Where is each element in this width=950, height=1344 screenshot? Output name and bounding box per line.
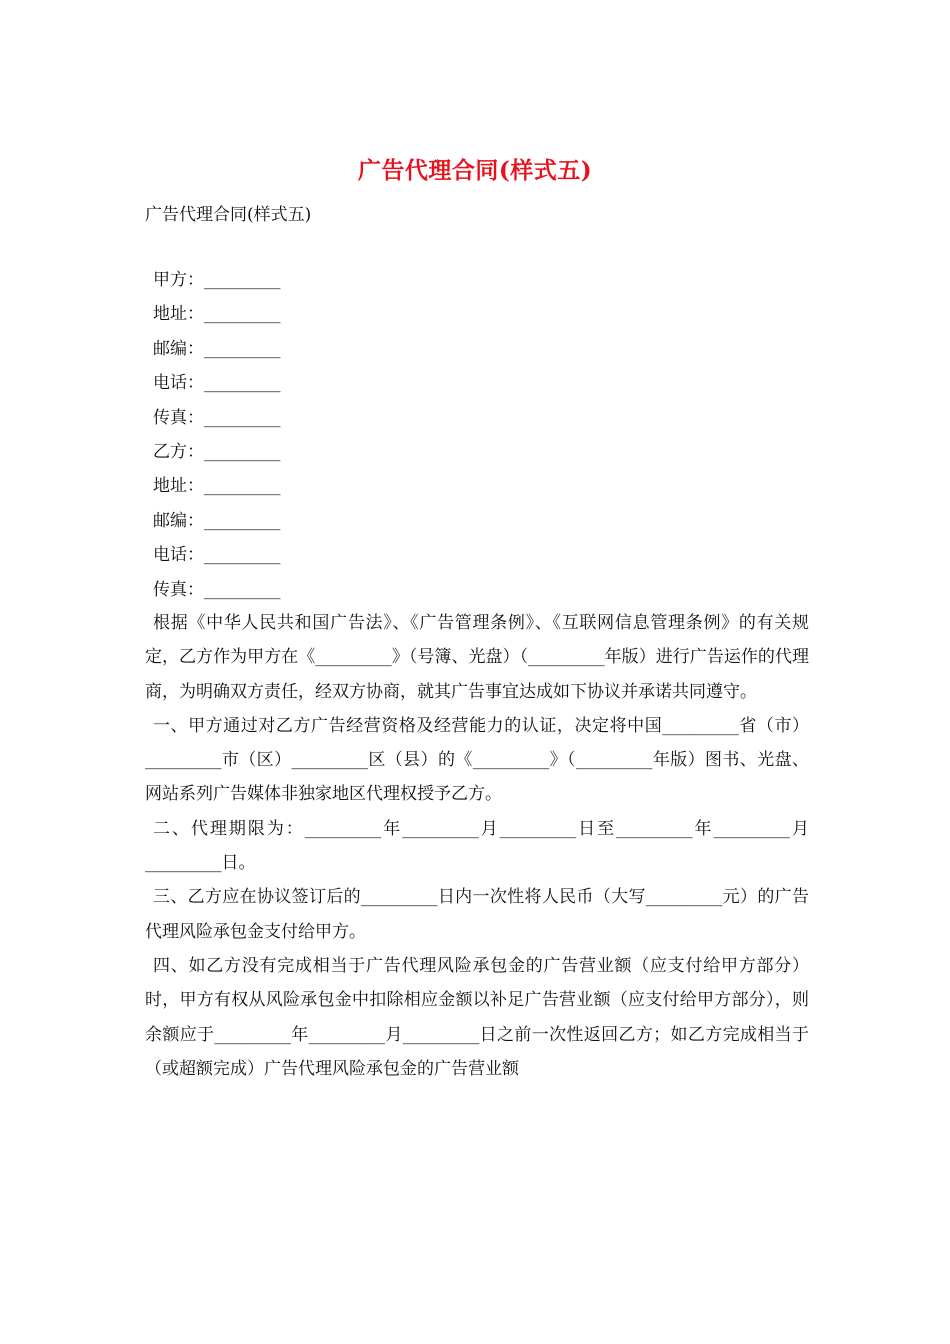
party-a-fax-field: 传真：_________ — [153, 407, 281, 428]
party-b-postcode-field: 邮编：_________ — [153, 510, 281, 531]
clause-2-paragraph: 二、代理期限为：_________年_________月_________日至_________年_________月_________日。 — [145, 818, 809, 874]
clause-3-paragraph: 三、乙方应在协议签订后的_________日内一次性将人民币（大写_________元）的广告代理风险承包金支付给甲方。 — [145, 887, 809, 942]
party-a-name-field: 甲方：_________ — [153, 270, 281, 290]
party-info-fields — [153, 266, 281, 610]
party-b-name-field: 乙方：_________ — [153, 441, 281, 462]
clause-4-paragraph: 四、如乙方没有完成相当于广告代理风险承包金的广告营业额（应支付给甲方部分）时，甲方有权从风险承包金中扣除相应金额以补足广告营业额（应支付给甲方部分），则余额应于_________年_________月_________日之前一次性返回乙方；如乙方完成相当于（或超额完成）广告代理风险承包金的广告营业额 — [145, 955, 809, 1079]
party-a-phone-field: 电话：_________ — [153, 373, 281, 394]
party-b-address-field: 地址：_________ — [153, 476, 281, 497]
clause-1-paragraph: 一、甲方通过对乙方广告经营资格及经营能力的认证，决定将中国_________省（市）_________市（区）_________区（县）的《_________》（_________年版）图书、光盘、网站系列广告媒体非独家地区代理权授予乙方。 — [145, 715, 809, 805]
party-b-phone-field: 电话：_________ — [153, 545, 281, 566]
preamble-paragraph: 根据《中华人民共和国广告法》、《广告管理条例》、《互联网信息管理条例》的有关规定，乙方作为甲方在《_________》（号簿、光盘）（_________年版）进行广告运作的代理商，为明确双方责任，经双方协商，就其广告事宜达成如下协议并承诺共同遵守。 — [145, 613, 809, 702]
contract-body — [145, 606, 809, 1086]
party-a-postcode-field: 邮编：_________ — [153, 338, 281, 359]
party-b-fax-field: 传真：_________ — [153, 579, 281, 600]
document-subtitle: 广告代理合同(样式五) — [145, 205, 312, 225]
document-title: 广告代理合同(样式五) — [357, 157, 593, 184]
party-a-address-field: 地址：_________ — [153, 304, 281, 325]
